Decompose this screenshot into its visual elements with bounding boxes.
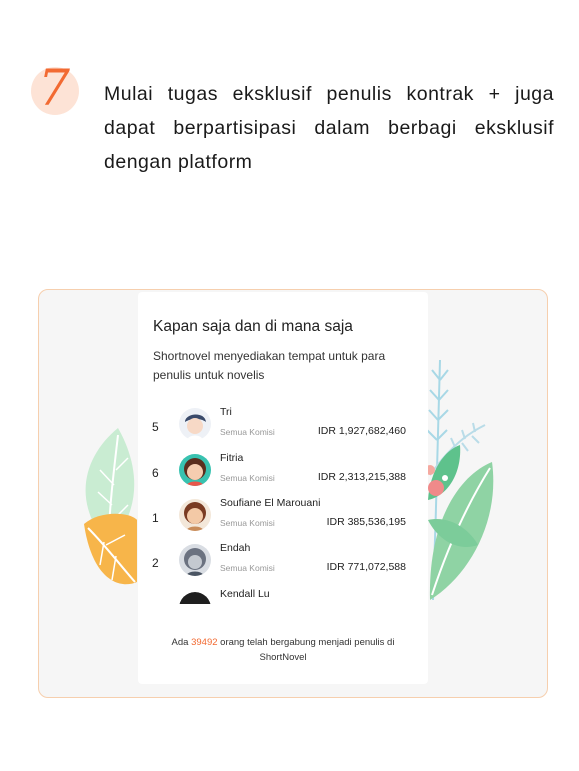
avatar	[179, 408, 211, 440]
footer-prefix: Ada	[171, 637, 192, 648]
writer-name: Soufiane El Marouani	[220, 497, 321, 509]
writer-name: Endah	[220, 542, 251, 554]
writer-name: Tri	[220, 406, 232, 418]
step-description: Mulai tugas eksklusif penulis kontrak + juga dapat berpartisipasi dalam berbagi eksklusif dengan platform	[104, 83, 554, 173]
card-title: Kapan saja dan di mana saja	[153, 318, 353, 335]
writer-rank: 1	[152, 511, 159, 525]
footer-suffix: orang telah bergabung menjadi penulis di ShortNovel	[217, 637, 395, 663]
writer-row	[138, 408, 428, 452]
writer-rank: 5	[152, 420, 159, 434]
writer-amount: IDR 385,536,195	[326, 516, 406, 528]
writer-commission-label: Semua Komisi	[220, 563, 275, 573]
avatar	[179, 454, 211, 486]
writer-commission-label: Semua Komisi	[220, 473, 275, 483]
leaderboard-card	[138, 292, 428, 684]
writer-rank: 2	[152, 556, 159, 570]
avatar	[179, 499, 211, 531]
writer-rank: 6	[152, 466, 159, 480]
berry	[428, 480, 444, 496]
writer-row	[138, 544, 428, 588]
step-number: 7	[38, 59, 70, 117]
writer-amount: IDR 1,927,682,460	[317, 425, 406, 437]
writer-amount: IDR 2,313,215,388	[317, 471, 406, 483]
join-count-text	[158, 635, 408, 665]
writer-row	[138, 588, 428, 604]
writer-name: Kendall Lu	[220, 588, 270, 600]
writer-count: 39492	[191, 637, 218, 648]
writer-commission-label: Semua Komisi	[220, 427, 275, 437]
writer-amount: IDR 771,072,588	[326, 561, 406, 573]
writer-row	[138, 454, 428, 498]
avatar	[179, 544, 211, 576]
writer-commission-label: Semua Komisi	[220, 518, 275, 528]
card-subtitle: Shortnovel menyediakan tempat untuk para penulis untuk novelis	[153, 349, 386, 382]
avatar	[179, 592, 211, 604]
writer-row	[138, 499, 428, 543]
writer-name: Fitria	[220, 452, 244, 464]
